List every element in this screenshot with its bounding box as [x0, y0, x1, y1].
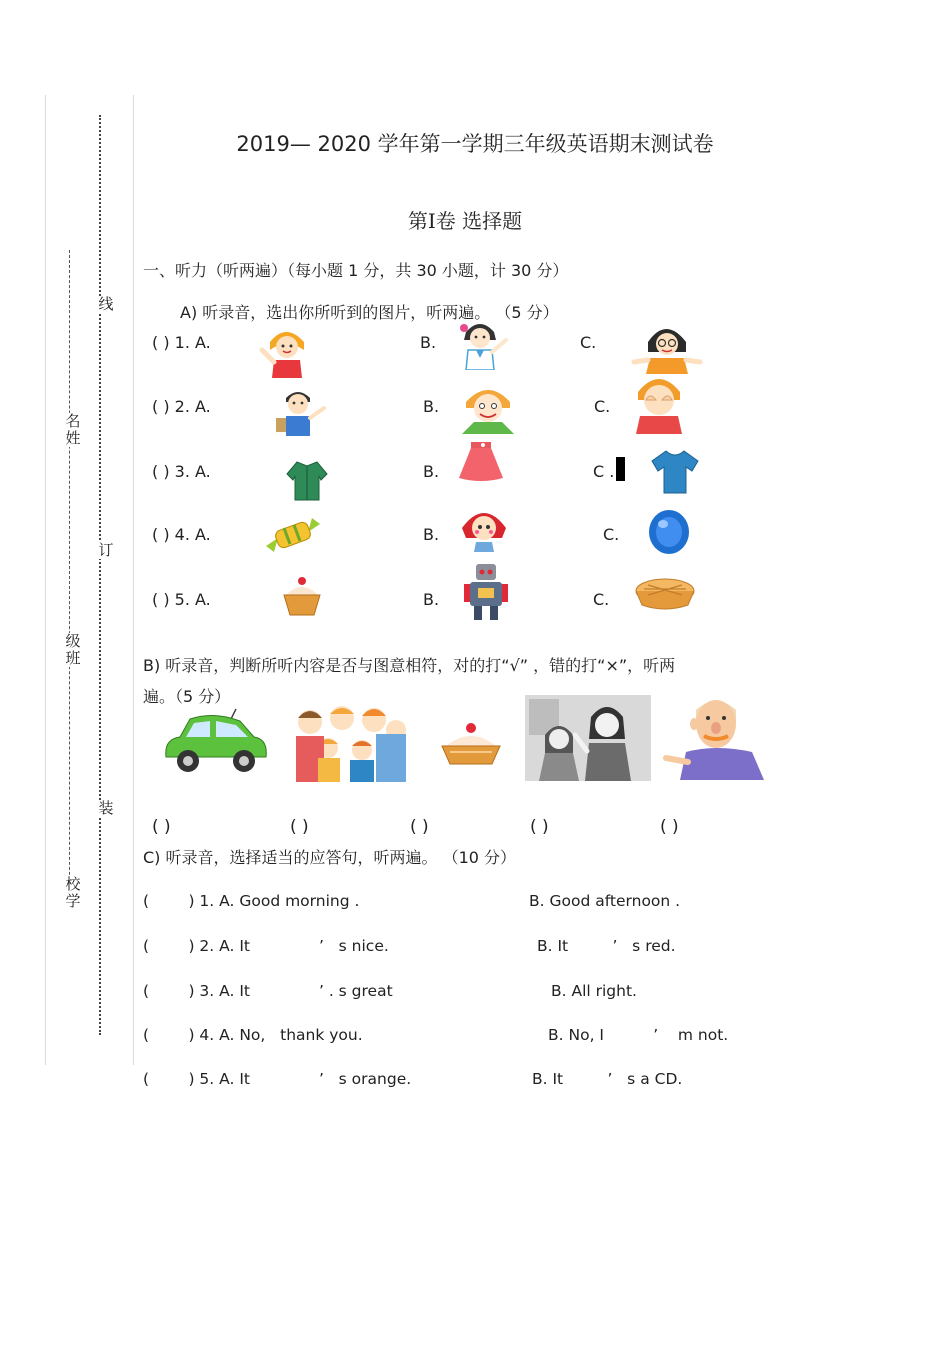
option-b-label: B.: [423, 590, 440, 609]
school-label: 校学: [65, 875, 81, 910]
margin-rule-right: [133, 95, 134, 1065]
part-c-option-b: B. No, I ’ m not.: [548, 1026, 729, 1044]
cupcake-icon: [280, 575, 324, 619]
part-a-instruction: A) 听录音，选出你所听到的图片，听两遍。 （5 分）: [180, 303, 559, 322]
question-2-label: ( ) 2. A.: [152, 397, 211, 416]
part-c-option-b: B. All right.: [551, 982, 637, 1000]
student-name-label: 名姓: [65, 412, 81, 447]
binding-label-xian: 线: [98, 295, 114, 313]
part-c-instruction: C) 听录音，选择适当的应答句，听两遍。 （10 分）: [143, 848, 517, 867]
woman-with-glasses-icon: [630, 318, 704, 374]
blue-ball-icon: [647, 509, 691, 555]
part-b-instruction-line-2: 遍。（5 分）: [143, 687, 231, 706]
candy-icon: [264, 516, 322, 554]
question-5-label: ( ) 5. A.: [152, 590, 211, 609]
part-c-option-b: B. Good afternoon .: [529, 892, 681, 910]
red-skirt-icon: [457, 440, 505, 482]
answer-bracket: ( ): [530, 817, 549, 837]
part-c-option-b: B. It ’ s red.: [537, 937, 676, 955]
smiling-boy-icon: [460, 380, 516, 434]
pie-icon: [634, 575, 696, 611]
option-b-label: B.: [423, 462, 440, 481]
binding-label-ding: 订: [98, 541, 114, 559]
question-3-label: ( ) 3. A.: [152, 462, 211, 481]
blue-tshirt-icon: [650, 449, 700, 495]
answer-bracket: ( ): [660, 817, 679, 837]
old-man-icon: [660, 688, 772, 780]
listening-heading: 一、听力（听两遍）（每小题 1 分，共 30 小题，计 30 分）: [143, 261, 569, 280]
volume-subtitle: 第Ⅰ卷 选择题: [407, 209, 523, 233]
question-1-label: ( ) 1. A.: [152, 333, 211, 352]
option-c-label: C.: [593, 590, 610, 609]
option-c-label: C .: [593, 462, 615, 481]
option-c-label: C.: [603, 525, 620, 544]
two-women-icon: [525, 695, 651, 781]
option-b-label: B.: [420, 333, 437, 352]
robot-icon: [462, 560, 510, 622]
part-c-option-b: B. It ’ s a CD.: [532, 1070, 683, 1088]
part-c-question-4: ( ) 4. A. No, thank you.: [143, 1026, 363, 1044]
boy-covering-face-icon: [630, 370, 688, 434]
margin-rule-left: [45, 95, 46, 1065]
option-b-label: B.: [423, 397, 440, 416]
class-label: 级班: [65, 632, 81, 667]
red-hair-doll-icon: [458, 504, 510, 554]
family-icon: [288, 700, 412, 782]
exam-title: 2019— 2020 学年第一学期三年级英语期末测试卷: [236, 132, 714, 156]
answer-bracket: ( ): [410, 817, 429, 837]
binding-dotted-line: [99, 115, 101, 1035]
answer-bracket: ( ): [152, 817, 171, 837]
girl-in-uniform-icon: [456, 318, 514, 370]
part-c-question-1: ( ) 1. A. Good morning .: [143, 892, 360, 910]
option-b-label: B.: [423, 525, 440, 544]
binding-label-zhuang: 装: [98, 799, 114, 817]
question-4-label: ( ) 4. A.: [152, 525, 211, 544]
boy-with-bag-icon: [270, 384, 330, 436]
part-c-question-3: ( ) 3. A. It ’ . s great: [143, 982, 393, 1000]
option-c-label: C.: [580, 333, 597, 352]
scan-artifact-block: [616, 457, 625, 481]
girl-waving-icon: [258, 320, 314, 378]
student-info-dashed-line: [69, 250, 70, 910]
option-c-label: C.: [594, 397, 611, 416]
part-c-question-2: ( ) 2. A. It ’ s nice.: [143, 937, 389, 955]
cake-icon: [438, 722, 504, 766]
green-car-icon: [160, 703, 270, 781]
green-jacket-icon: [283, 458, 331, 502]
part-c-question-5: ( ) 5. A. It ’ s orange.: [143, 1070, 412, 1088]
part-b-instruction-line-1: B) 听录音，判断所听内容是否与图意相符，对的打“√” ，错的打“×”，听两: [143, 656, 676, 675]
answer-bracket: ( ): [290, 817, 309, 837]
